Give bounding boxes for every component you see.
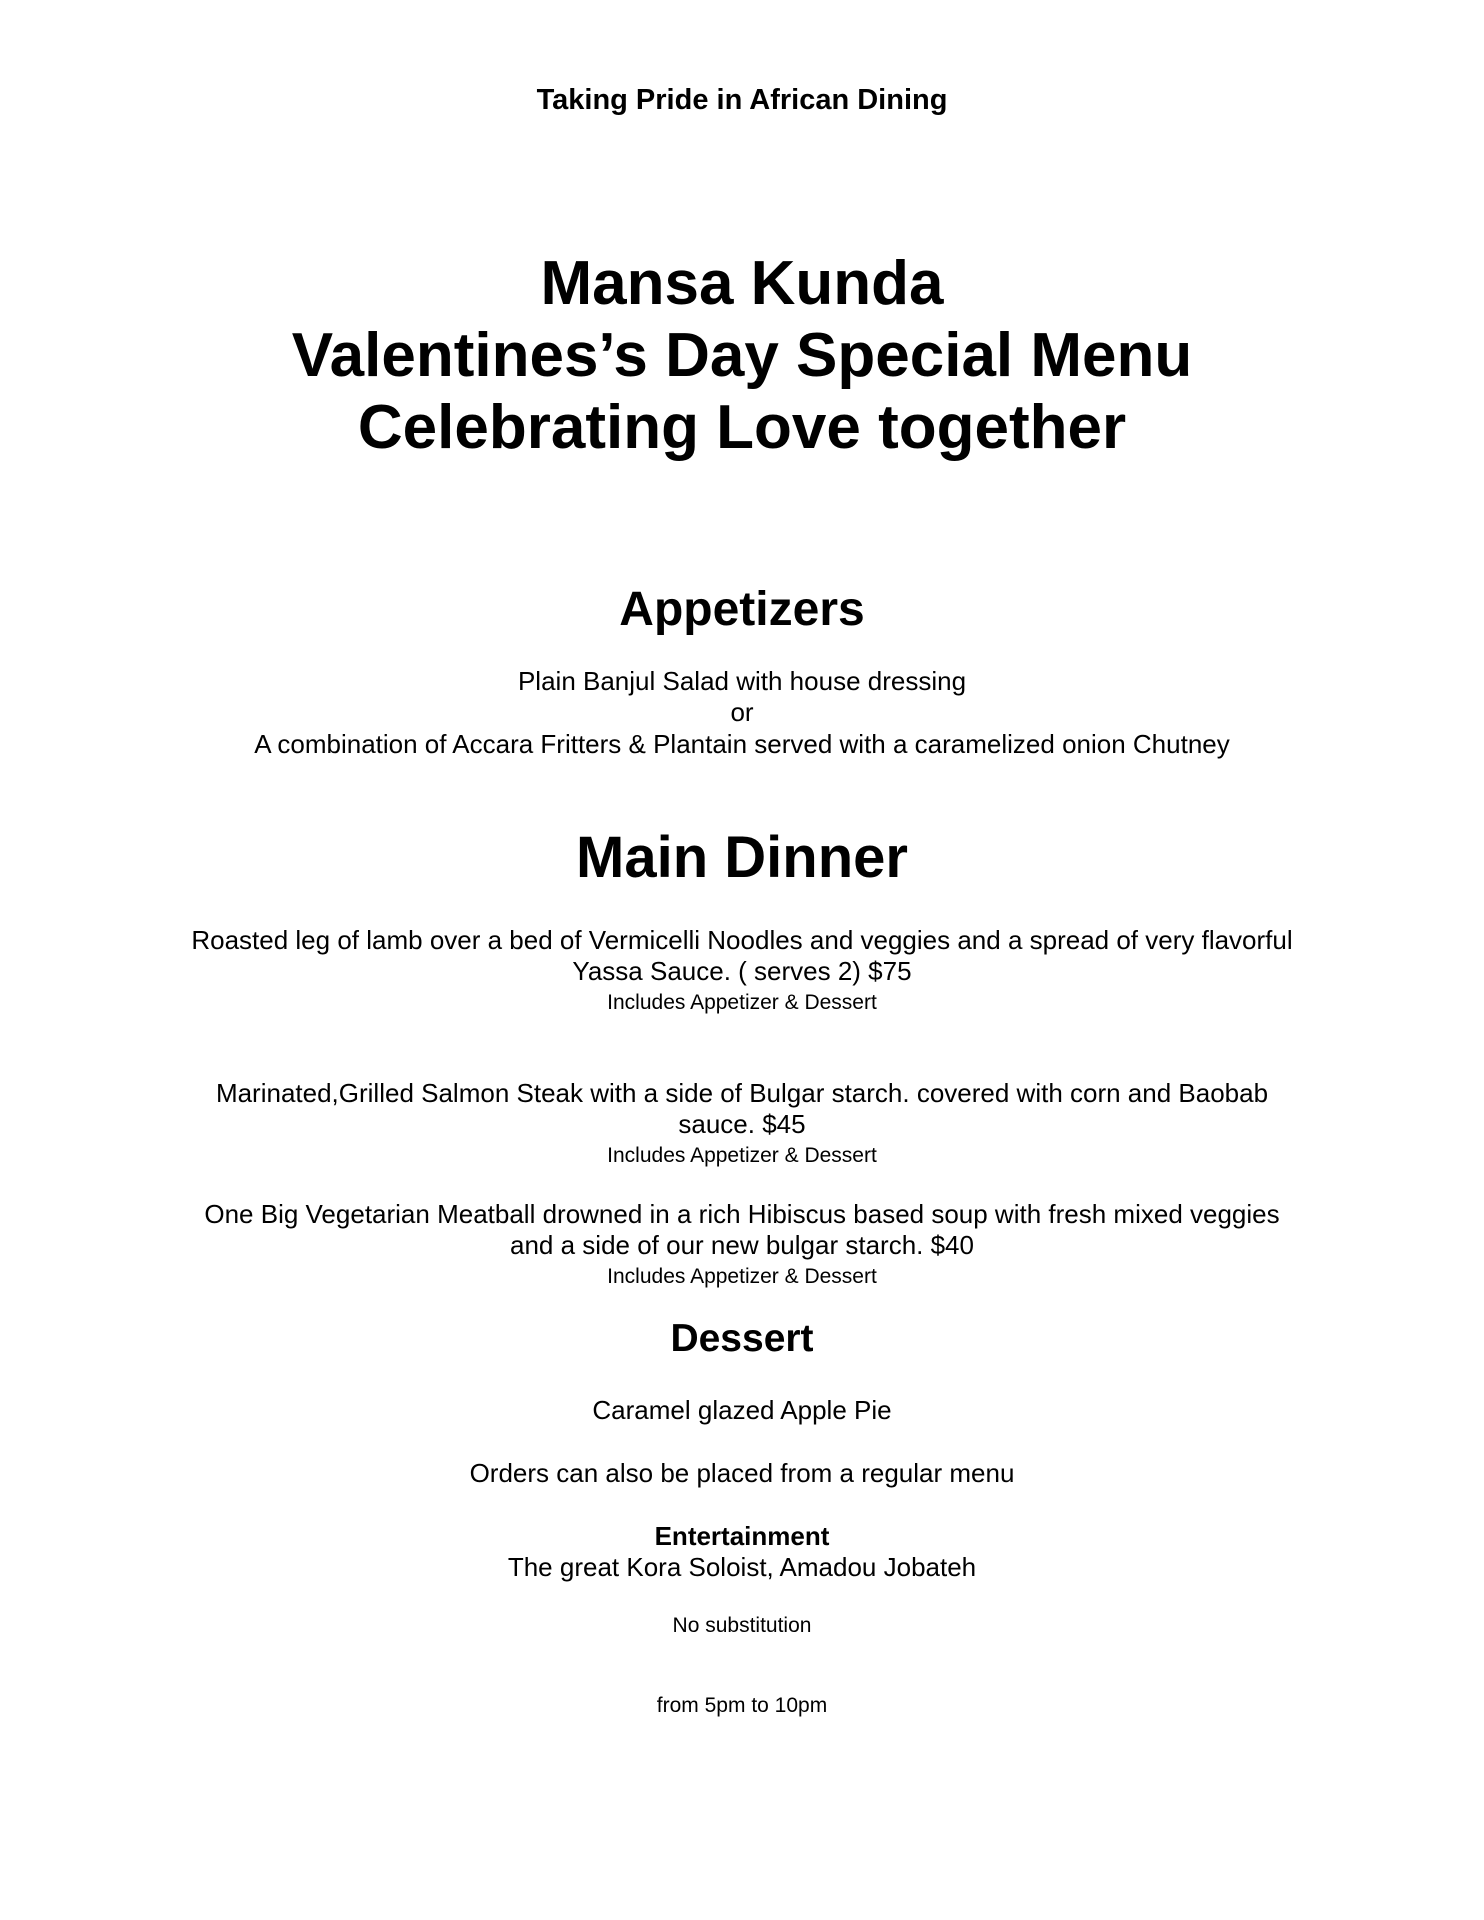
restaurant-name: Mansa Kunda	[540, 249, 944, 318]
dessert-heading: Dessert	[670, 1317, 814, 1360]
appetizer-option-2: A combination of Accara Fritters & Plantain served with a caramelized onion Chutney	[254, 729, 1230, 759]
main-dinner-heading: Main Dinner	[576, 825, 908, 890]
appetizer-option-1: Plain Banjul Salad with house dressing	[517, 666, 967, 696]
menu-subtitle: Celebrating Love together	[357, 393, 1127, 462]
appetizers-heading: Appetizers	[619, 583, 865, 636]
menu-title: Valentines’s Day Special Menu	[291, 321, 1193, 390]
main-item-3-note: Includes Appetizer & Dessert	[607, 1265, 877, 1288]
entertainment-performer: The great Kora Soloist, Amadou Jobateh	[507, 1552, 977, 1582]
service-hours: from 5pm to 10pm	[656, 1694, 828, 1717]
regular-menu-note: Orders can also be placed from a regular menu	[469, 1458, 1015, 1488]
entertainment-heading: Entertainment	[654, 1521, 830, 1551]
main-item-1-note: Includes Appetizer & Dessert	[607, 991, 877, 1014]
main-item-2-line-2: sauce. $45	[678, 1109, 806, 1139]
tagline: Taking Pride in African Dining	[536, 84, 948, 116]
main-item-2-line-1: Marinated,Grilled Salmon Steak with a side of Bulgar starch. covered with corn and Baobab	[215, 1078, 1269, 1108]
dessert-item: Caramel glazed Apple Pie	[592, 1395, 892, 1425]
main-item-1-line-2: Yassa Sauce. ( serves 2) $75	[572, 956, 912, 986]
appetizer-separator: or	[730, 697, 754, 727]
main-item-3-line-1: One Big Vegetarian Meatball drowned in a rich Hibiscus based soup with fresh mixed veggies	[204, 1199, 1280, 1229]
main-item-2-note: Includes Appetizer & Dessert	[607, 1144, 877, 1167]
no-substitution-note: No substitution	[672, 1614, 812, 1637]
main-item-1-line-1: Roasted leg of lamb over a bed of Vermicelli Noodles and veggies and a spread of very flavorful	[191, 925, 1293, 955]
main-item-3-line-2: and a side of our new bulgar starch. $40	[510, 1230, 974, 1260]
